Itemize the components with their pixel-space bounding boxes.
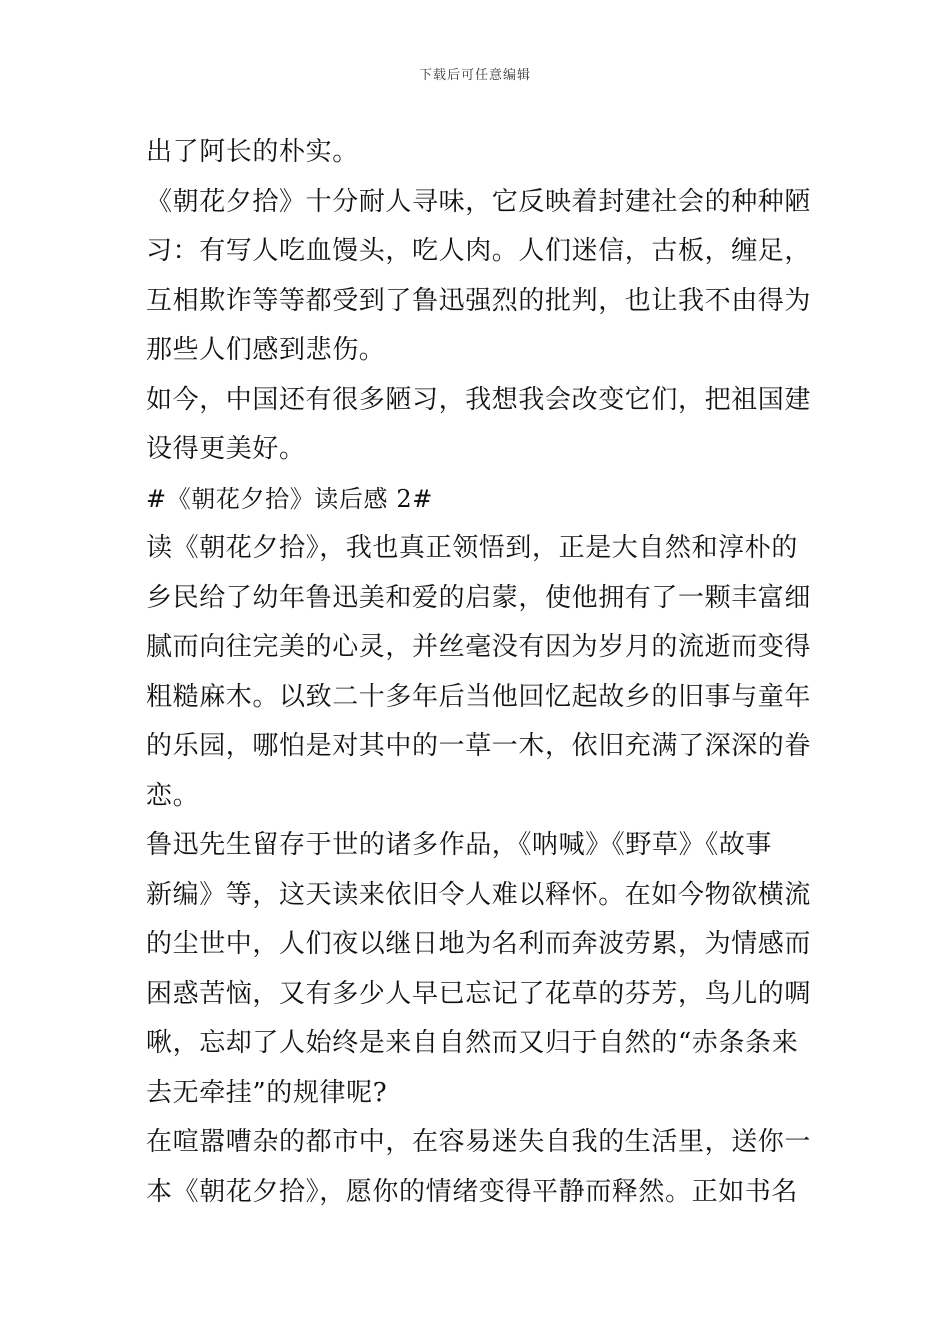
document-body (146, 128, 812, 1217)
text-line: 困惑苦恼，又有多少人早已忘记了花草的芬芳，鸟儿的啁 (146, 978, 812, 1009)
text-line: 的乐园，哪怕是对其中的一草一木，依旧充满了深深的眷 (146, 731, 812, 761)
text-line: 那些人们感到悲伤。 (146, 335, 386, 365)
text-line: 出了阿长的朴实。 (146, 137, 359, 167)
section-heading: #《朝花夕拾》读后感 2# (146, 484, 433, 513)
text-line: 读《朝花夕拾》，我也真正领悟到，正是大自然和淳朴的 (146, 533, 799, 563)
page-header: 下载后可任意编辑 (418, 68, 531, 83)
text-line: 互相欺诈等等都受到了鲁迅强烈的批判，也让我不由得为 (146, 285, 812, 316)
text-line: 本《朝花夕拾》，愿你的情绪变得平静而释然。正如书名 (146, 1176, 799, 1207)
text-line: 乡民给了幼年鲁迅美和爱的启蒙，使他拥有了一颗丰富细 (146, 582, 812, 613)
text-line: 设得更美好。 (146, 434, 306, 464)
text-line: 恋。 (146, 780, 200, 811)
text-line: 啾，忘却了人始终是来自自然而又归于自然的“赤条条来 (146, 1028, 799, 1058)
text-line: 的尘世中，人们夜以继日地为名利而奔波劳累，为情感而 (146, 929, 812, 959)
text-line: 如今，中国还有很多陋习，我想我会改变它们，把祖国建 (146, 384, 812, 415)
text-line: 《朝花夕拾》十分耐人寻味，它反映着封建社会的种种陋 (146, 186, 812, 217)
text-line: 鲁迅先生留存于世的诸多作品，《呐喊》《野草》《故事 (146, 830, 773, 860)
text-line: 习：有写人吃血馒头，吃人肉。人们迷信，古板，缠足， (146, 236, 812, 266)
text-line: 新编》等，这天读来依旧令人难以释怀。在如今物欲横流 (146, 879, 812, 910)
text-line: 在喧嚣嘈杂的都市中，在容易迷失自我的生活里，送你一 (146, 1127, 812, 1157)
text-line: 粗糙麻木。以致二十多年后当他回忆起故乡的旧事与童年 (146, 681, 812, 712)
text-line: 去无牵挂”的规律呢? (146, 1077, 388, 1108)
text-line: 腻而向往完美的心灵，并丝毫没有因为岁月的流逝而变得 (146, 632, 812, 662)
